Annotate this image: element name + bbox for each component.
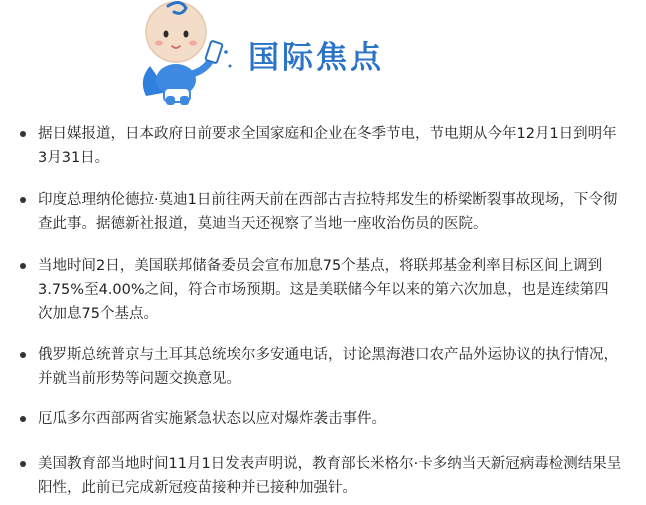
bullet-dot-icon [20,197,26,203]
news-text: 当地时间2日，美国联邦储备委员会宣布加息75个基点，将联邦基金利率目标区间上调到3.75%至4.00%之间，符合市场预期。这是美联储今年以来的第六次加息，也是连续第四次加息75个基点。 [38,258,609,322]
news-item [38,407,623,431]
news-item [38,452,623,500]
news-item [38,188,623,236]
news-item [38,343,623,391]
bullet-dot-icon [20,352,26,358]
news-text: 俄罗斯总统普京与土耳其总统埃尔多安通电话，讨论黑海港口农产品外运协议的执行情况，并就当前形势等问题交换意见。 [38,347,618,387]
mascot-icon [128,0,243,108]
bullet-dot-icon [20,461,26,467]
news-text: 印度总理纳伦德拉·莫迪1日前往两天前在西部古吉拉特邦发生的桥梁断裂事故现场，下令彻查此事。据德新社报道，莫迪当天还视察了当地一座收治伤员的医院。 [38,192,618,232]
news-text: 据日媒报道，日本政府日前要求全国家庭和企业在冬季节电，节电期从今年12月1日到明年3月31日。 [38,126,617,166]
section-title: 国际焦点 [248,40,384,76]
news-item [38,254,623,326]
header-banner [0,0,646,110]
news-item [38,122,623,170]
news-text: 美国教育部当地时间11月1日发表声明说，教育部长米格尔·卡多纳当天新冠病毒检测结果呈阳性，此前已完成新冠疫苗接种并已接种加强针。 [38,456,622,496]
bullet-dot-icon [20,263,26,269]
news-text: 厄瓜多尔西部两省实施紧急状态以应对爆炸袭击事件。 [38,411,386,427]
bullet-dot-icon [20,131,26,137]
bullet-dot-icon [20,416,26,422]
